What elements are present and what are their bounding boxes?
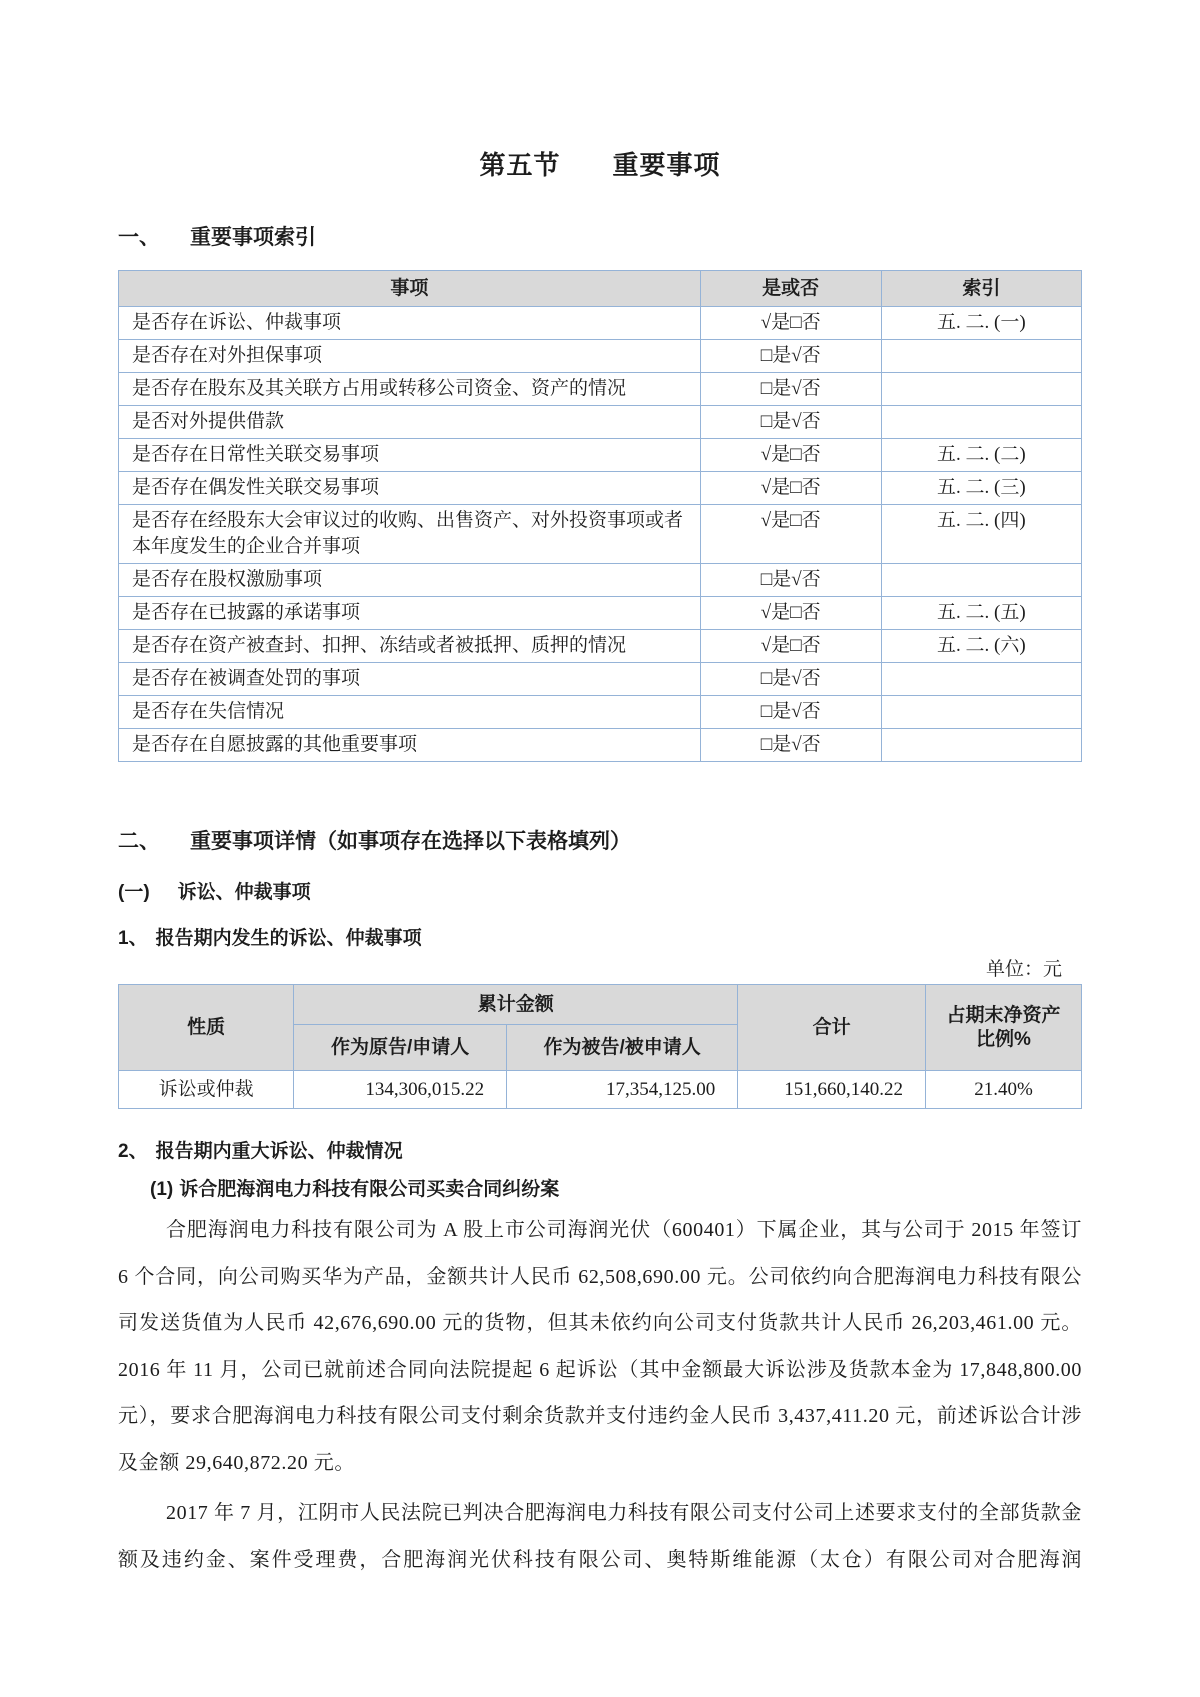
- matter-cell: 是否存在已披露的承诺事项: [119, 597, 701, 630]
- matter-cell: 是否存在被调查处罚的事项: [119, 663, 701, 696]
- subsection-litigation-heading: [118, 880, 1082, 906]
- column-header-total: 合计: [738, 985, 926, 1071]
- index-ref-cell: [881, 406, 1081, 439]
- yes-no-cell: □是√否: [700, 729, 881, 762]
- yes-no-cell: □是√否: [700, 406, 881, 439]
- table-row: [119, 439, 1082, 472]
- yes-no-cell: √是□否: [700, 597, 881, 630]
- matter-cell: 是否存在偶发性关联交易事项: [119, 472, 701, 505]
- matter-cell: 是否存在日常性关联交易事项: [119, 439, 701, 472]
- yes-no-cell: √是□否: [700, 307, 881, 340]
- yes-no-cell: √是□否: [700, 505, 881, 564]
- section-2-number: 二、: [118, 830, 160, 853]
- yes-no-cell: □是√否: [700, 696, 881, 729]
- page-title: [118, 150, 1082, 180]
- page-title-section: 第五节: [479, 150, 561, 180]
- index-ref-cell: [881, 696, 1081, 729]
- index-ref-cell: [881, 373, 1081, 406]
- case-1-number: (1): [150, 1179, 174, 1200]
- matter-cell: 是否存在诉讼、仲裁事项: [119, 307, 701, 340]
- yes-no-cell: □是√否: [700, 564, 881, 597]
- column-header-matter: 事项: [119, 271, 701, 307]
- table-row: [119, 340, 1082, 373]
- subsection-number: (一): [118, 882, 150, 903]
- index-ref-cell: 五. 二. (六): [881, 630, 1081, 663]
- table-row: [119, 505, 1082, 564]
- table-row: [119, 729, 1082, 762]
- column-header-net-asset-ratio: 占期末净资产比例%: [925, 985, 1081, 1071]
- matter-cell: 是否存在资产被查封、扣押、冻结或者被抵押、质押的情况: [119, 630, 701, 663]
- index-ref-cell: [881, 729, 1081, 762]
- column-header-cumulative-amount: 累计金额: [294, 985, 738, 1025]
- section-1-title: 重要事项索引: [190, 226, 316, 249]
- item-1-heading: [118, 926, 1082, 952]
- column-header-nature: 性质: [119, 985, 294, 1071]
- item-2-title: 报告期内重大诉讼、仲裁情况: [155, 1141, 403, 1162]
- index-ref-cell: 五. 二. (四): [881, 505, 1081, 564]
- item-2-number: 2、: [118, 1141, 148, 1162]
- section-1-heading: [118, 224, 1082, 252]
- item-1-number: 1、: [118, 928, 148, 949]
- nature-cell: 诉讼或仲裁: [119, 1071, 294, 1109]
- defendant-amount-cell: 17,354,125.00: [507, 1071, 738, 1109]
- important-matters-index-table: [118, 270, 1082, 762]
- page-title-text: 重要事项: [612, 150, 721, 180]
- table-row: [119, 663, 1082, 696]
- table-row: [119, 630, 1082, 663]
- yes-no-cell: √是□否: [700, 439, 881, 472]
- matter-cell: 是否存在失信情况: [119, 696, 701, 729]
- yes-no-cell: √是□否: [700, 630, 881, 663]
- litigation-summary-table: [118, 984, 1082, 1109]
- plaintiff-amount-cell: 134,306,015.22: [294, 1071, 507, 1109]
- unit-label: 单位：元: [985, 959, 1062, 980]
- table-row: [119, 307, 1082, 340]
- table-row: [119, 597, 1082, 630]
- case-1-heading: [150, 1177, 1082, 1203]
- table-row: [119, 472, 1082, 505]
- table-row: [119, 696, 1082, 729]
- litigation-data-row: [119, 1071, 1082, 1109]
- index-ref-cell: [881, 663, 1081, 696]
- yes-no-cell: □是√否: [700, 373, 881, 406]
- net-asset-ratio-cell: 21.40%: [925, 1071, 1081, 1109]
- matter-cell: 是否存在自愿披露的其他重要事项: [119, 729, 701, 762]
- subsection-title: 诉讼、仲裁事项: [177, 882, 311, 903]
- case-1-title: 诉合肥海润电力科技有限公司买卖合同纠纷案: [179, 1179, 560, 1200]
- section-1-number: 一、: [118, 226, 160, 249]
- index-ref-cell: 五. 二. (二): [881, 439, 1081, 472]
- table-row: [119, 406, 1082, 439]
- case-paragraph-1: 合肥海润电力科技有限公司为 A 股上市公司海润光伏（600401）下属企业，其与公司于 2015 年签订 6 个合同，向公司购买华为产品，金额共计人民币 62,508,690.00 元。公司依约向合肥海润电力科技有限公司发送货值为人民币 42,676,690.00 元的货物，但其未依约向公司支付货款共计人民币 26,203,461.00 元。2016 年 11 月，公司已就前述合同向法院提起 6 起诉讼（其中金额最大诉讼涉及货款本金为 17,848,800.00 元），要求合肥海润电力科技有限公司支付剩余货款并支付违约金人民币 3,437,411.20 元，前述诉讼合计涉及金额 29,640,872.20 元。: [118, 1219, 1082, 1474]
- matter-cell: 是否对外提供借款: [119, 406, 701, 439]
- column-header-as-plaintiff: 作为原告/申请人: [294, 1025, 507, 1071]
- item-1-title: 报告期内发生的诉讼、仲裁事项: [155, 928, 422, 949]
- index-ref-cell: [881, 564, 1081, 597]
- matter-cell: 是否存在对外担保事项: [119, 340, 701, 373]
- litigation-header-row-1: [119, 985, 1082, 1025]
- matter-cell: 是否存在股东及其关联方占用或转移公司资金、资产的情况: [119, 373, 701, 406]
- column-header-yes-no: 是或否: [700, 271, 881, 307]
- table-row: [119, 564, 1082, 597]
- index-ref-cell: [881, 340, 1081, 373]
- column-header-index: 索引: [881, 271, 1081, 307]
- matter-cell: 是否存在经股东大会审议过的收购、出售资产、对外投资事项或者本年度发生的企业合并事项: [119, 505, 701, 564]
- item-2-heading: [118, 1139, 1082, 1165]
- index-table-header-row: [119, 271, 1082, 307]
- yes-no-cell: √是□否: [700, 472, 881, 505]
- yes-no-cell: □是√否: [700, 340, 881, 373]
- matter-cell: 是否存在股权激励事项: [119, 564, 701, 597]
- column-header-as-defendant: 作为被告/被申请人: [507, 1025, 738, 1071]
- index-ref-cell: 五. 二. (一): [881, 307, 1081, 340]
- table-row: [119, 373, 1082, 406]
- index-ref-cell: 五. 二. (三): [881, 472, 1081, 505]
- case-paragraph-2: 2017 年 7 月，江阴市人民法院已判决合肥海润电力科技有限公司支付公司上述要求支付的全部货款金额及违约金、案件受理费，合肥海润光伏科技有限公司、奥特斯维能源（太仓）有限公司对合肥海润: [118, 1502, 1082, 1571]
- section-2-heading: [118, 828, 1082, 856]
- index-ref-cell: 五. 二. (五): [881, 597, 1081, 630]
- section-2-title: 重要事项详情（如事项存在选择以下表格填列）: [190, 830, 631, 853]
- total-amount-cell: 151,660,140.22: [738, 1071, 926, 1109]
- yes-no-cell: □是√否: [700, 663, 881, 696]
